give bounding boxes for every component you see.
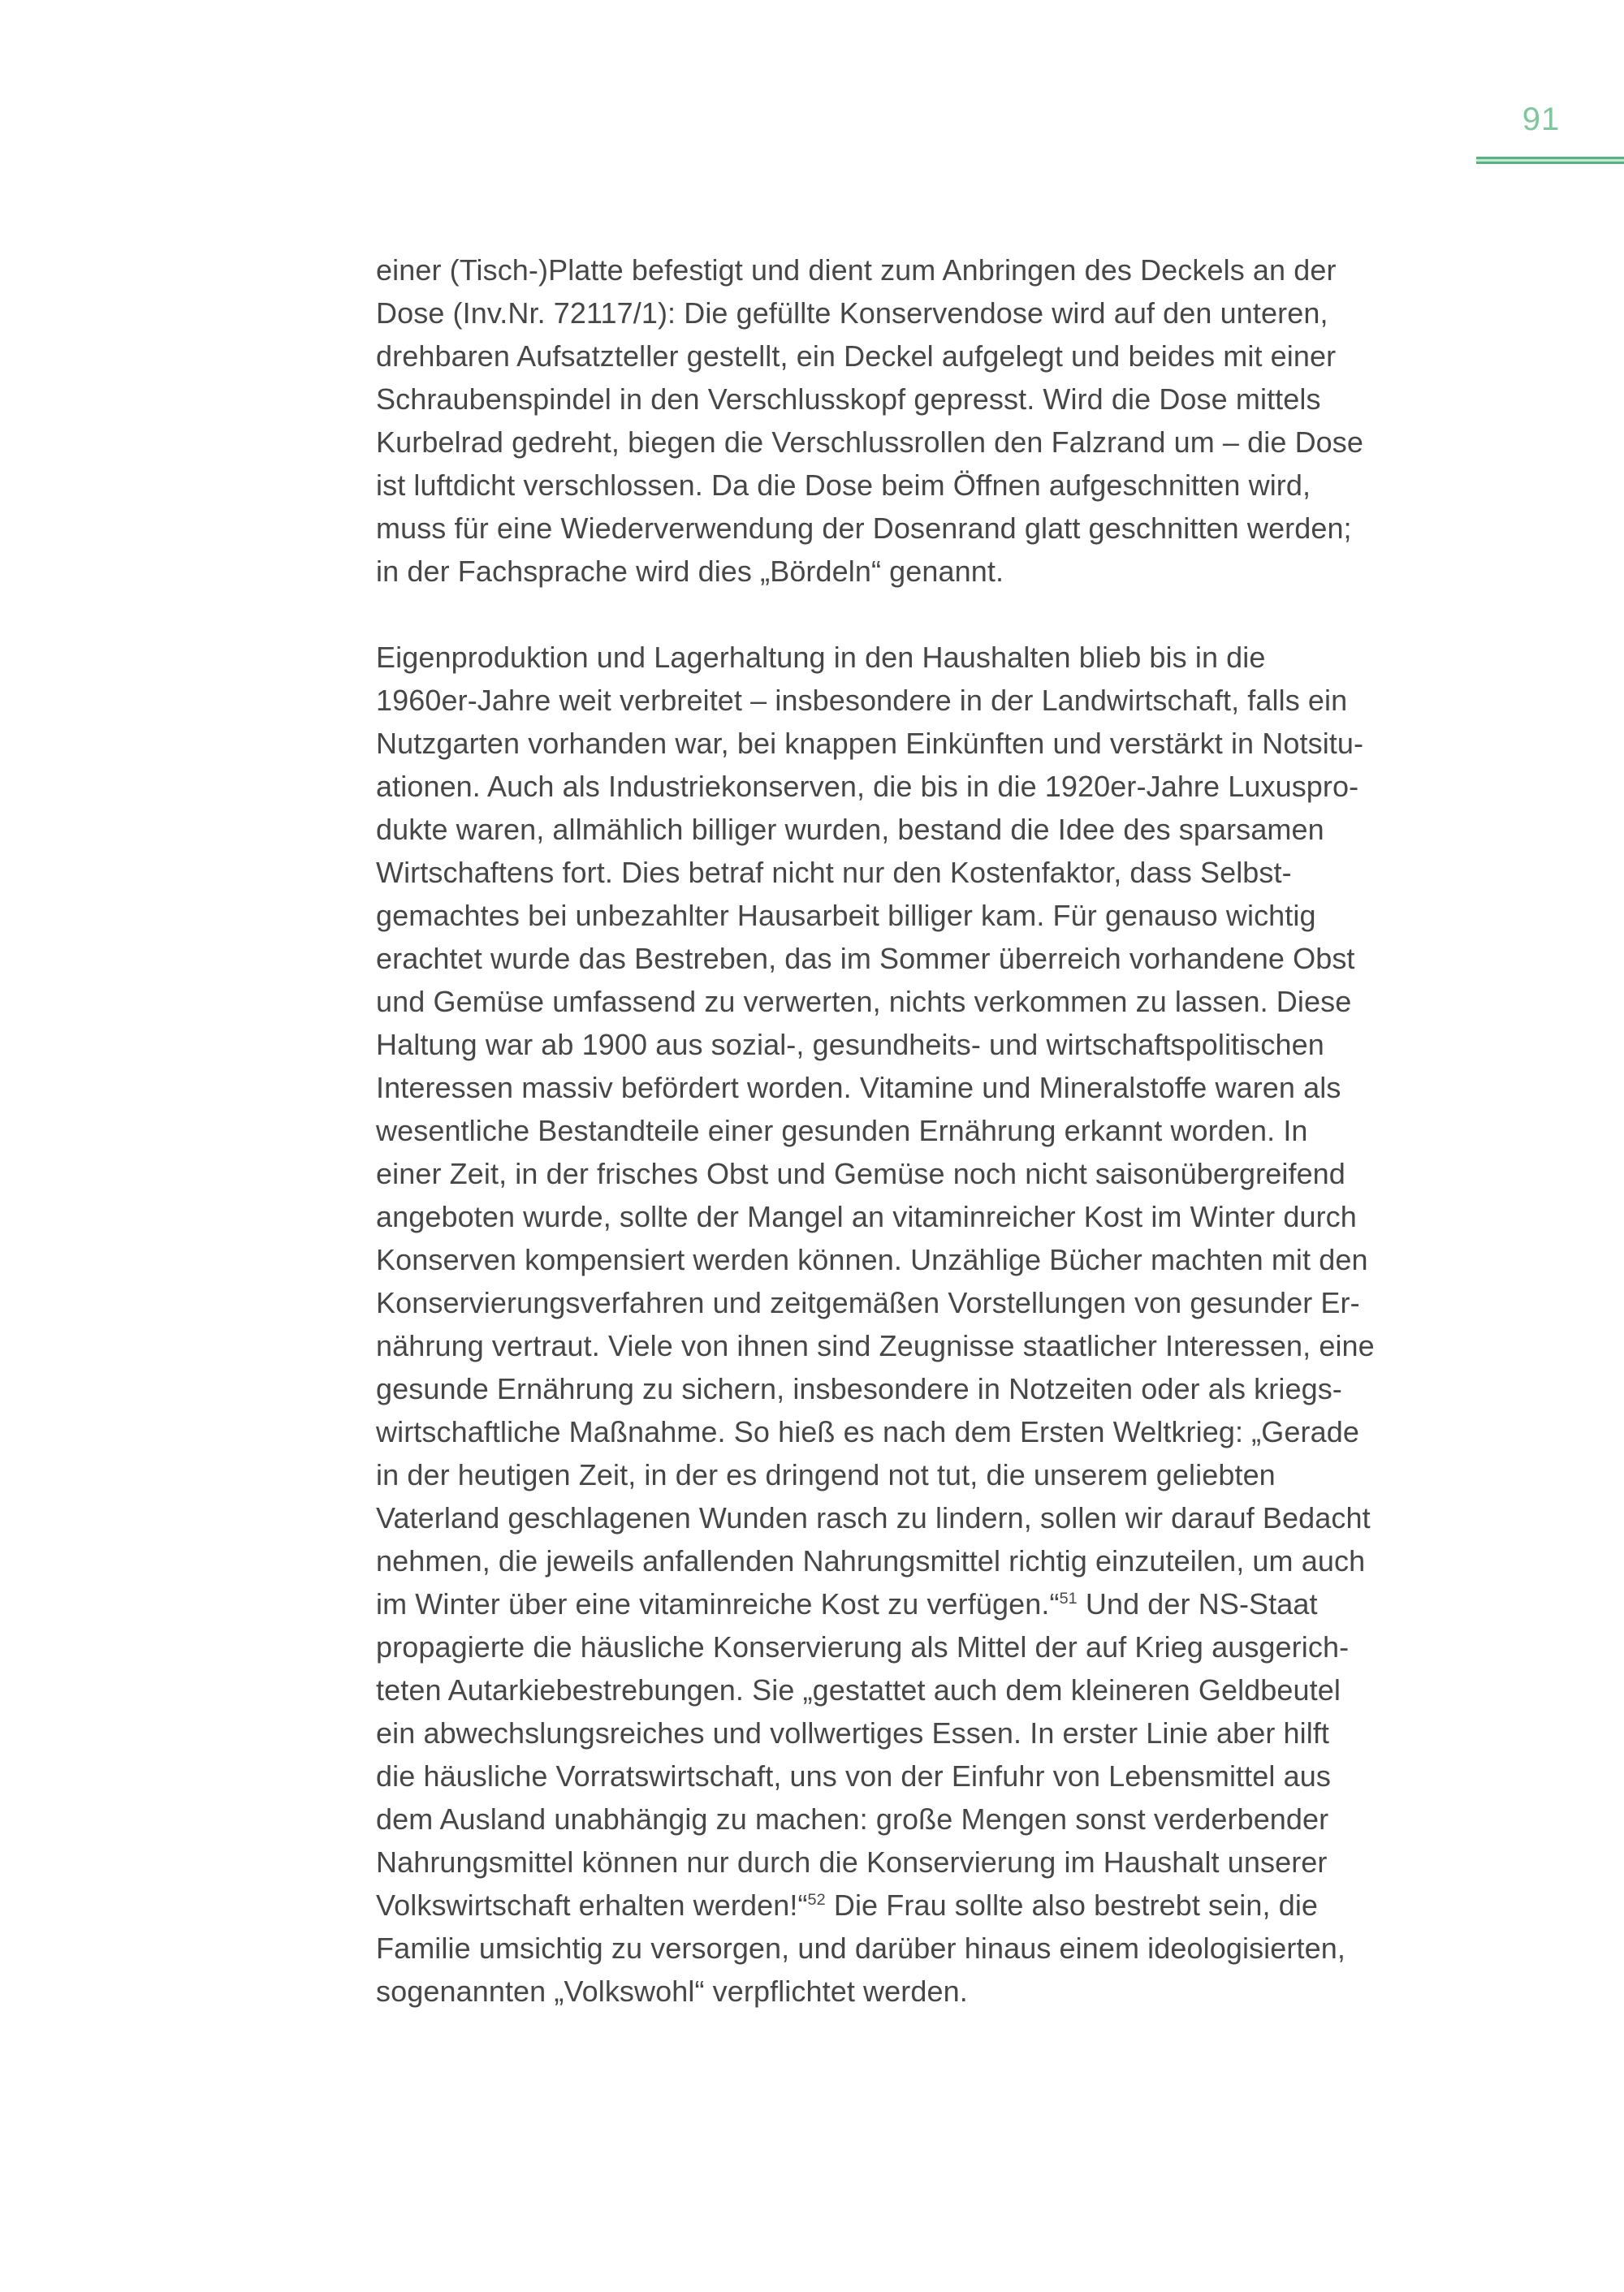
text-line: gesunde Ernährung zu sichern, insbesondere in Notzeiten oder als kriegs-: [376, 1372, 1342, 1405]
text-line: einer Zeit, in der frisches Obst und Gemüse noch nicht saisonübergreifend: [376, 1157, 1345, 1190]
text-line: Wirtschaftens fort. Dies betraf nicht nur den Kostenfaktor, dass Selbst-: [376, 856, 1292, 889]
text-line: und Gemüse umfassend zu verwerten, nichts verkommen zu lassen. Diese: [376, 985, 1352, 1018]
header-rule: [1476, 157, 1624, 164]
text-line: Kurbelrad gedreht, biegen die Verschlussrollen den Falzrand um – die Dose: [376, 425, 1364, 459]
text-line: nährung vertraut. Viele von ihnen sind Zeugnisse staatlicher Interessen, eine: [376, 1329, 1375, 1362]
text-line: Vaterland geschlagenen Wunden rasch zu lindern, sollen wir darauf Bedacht: [376, 1501, 1371, 1534]
paragraph-1: [376, 248, 1375, 593]
text-line: Schraubenspindel in den Verschlusskopf gepresst. Wird die Dose mittels: [376, 382, 1321, 416]
text-line: sogenannten „Volkswohl“ verpflichtet werden.: [376, 1975, 968, 2008]
text-line: muss für eine Wiederverwendung der Dosenrand glatt geschnitten werden;: [376, 511, 1352, 545]
text-line: wirtschaftliche Maßnahme. So hieß es nach dem Ersten Weltkrieg: „Gerade: [376, 1415, 1359, 1448]
text-after-footnote: Die Frau sollte also bestrebt sein, die: [825, 1888, 1319, 1922]
text-line: ationen. Auch als Industriekonserven, die bis in die 1920er-Jahre Luxuspro-: [376, 770, 1359, 803]
text-line: gemachtes bei unbezahlter Hausarbeit billiger kam. Für genauso wichtig: [376, 899, 1316, 932]
text-line: in der heutigen Zeit, in der es dringend not tut, die unserem geliebten: [376, 1458, 1276, 1491]
quote-end-text: im Winter über eine vitaminreiche Kost zu verfügen.“: [376, 1587, 1060, 1621]
text-line: Interessen massiv befördert worden. Vitamine und Mineralstoffe waren als: [376, 1071, 1341, 1104]
footnote-ref-52: 52: [807, 1891, 826, 1909]
text-line: angeboten wurde, sollte der Mangel an vitaminreicher Kost im Winter durch: [376, 1200, 1357, 1233]
text-line: wesentliche Bestandteile einer gesunden Ernährung erkannt worden. In: [376, 1114, 1308, 1147]
text-line: Haltung war ab 1900 aus sozial-, gesundheits- und wirtschaftspolitischen: [376, 1028, 1324, 1061]
text-line: dem Ausland unabhängig zu machen: große Mengen sonst verderbender: [376, 1802, 1329, 1836]
text-after-footnote: Und der NS-Staat: [1077, 1587, 1318, 1621]
body-text: [376, 248, 1375, 2013]
text-line: drehbaren Aufsatzteller gestellt, ein Deckel aufgelegt und beides mit einer: [376, 339, 1337, 373]
text-line: Familie umsichtig zu versorgen, und darüber hinaus einem ideologisierten,: [376, 1932, 1345, 1965]
text-line-with-footnote: [376, 1884, 1375, 1927]
text-line: die häusliche Vorratswirtschaft, uns von der Einfuhr von Lebensmittel aus: [376, 1759, 1331, 1793]
page-number: 91: [1522, 101, 1561, 137]
text-line: in der Fachsprache wird dies „Bördeln“ genannt.: [376, 555, 1004, 588]
text-line: dukte waren, allmählich billiger wurden, bestand die Idee des sparsamen: [376, 813, 1324, 846]
text-line: Eigenproduktion und Lagerhaltung in den Haushalten blieb bis in die: [376, 641, 1266, 674]
text-line: ein abwechslungsreiches und vollwertiges Essen. In erster Linie aber hilft: [376, 1716, 1330, 1750]
text-line-with-footnote: [376, 1582, 1375, 1625]
text-line: einer (Tisch-)Platte befestigt und dient zum Anbringen des Deckels an der: [376, 253, 1337, 287]
text-line: nehmen, die jeweils anfallenden Nahrungsmittel richtig einzuteilen, um auch: [376, 1544, 1366, 1578]
quote-end-text: Volkswirtschaft erhalten werden!“: [376, 1888, 808, 1922]
text-line: Konservierungsverfahren und zeitgemäßen Vorstellungen von gesunder Er-: [376, 1286, 1360, 1319]
text-line: Nahrungsmittel können nur durch die Konservierung im Haushalt unserer: [376, 1845, 1328, 1879]
text-line: Dose (Inv.Nr. 72117/1): Die gefüllte Konservendose wird auf den unteren,: [376, 296, 1328, 330]
paragraph-2: [376, 636, 1375, 2013]
text-line: ist luftdicht verschlossen. Da die Dose beim Öffnen aufgeschnitten wird,: [376, 468, 1311, 502]
footnote-ref-51: 51: [1059, 1590, 1078, 1608]
text-line: propagierte die häusliche Konservierung als Mittel der auf Krieg ausgerich-: [376, 1630, 1350, 1664]
text-line: erachtet wurde das Bestreben, das im Sommer überreich vorhandene Obst: [376, 942, 1355, 975]
text-line: teten Autarkiebestrebungen. Sie „gestattet auch dem kleineren Geldbeutel: [376, 1673, 1341, 1707]
text-line: Nutzgarten vorhanden war, bei knappen Einkünften und verstärkt in Notsitu-: [376, 727, 1364, 760]
text-line: 1960er-Jahre weit verbreitet – insbesondere in der Landwirtschaft, falls ein: [376, 684, 1348, 717]
text-line: Konserven kompensiert werden können. Unzählige Bücher machten mit den: [376, 1243, 1368, 1276]
